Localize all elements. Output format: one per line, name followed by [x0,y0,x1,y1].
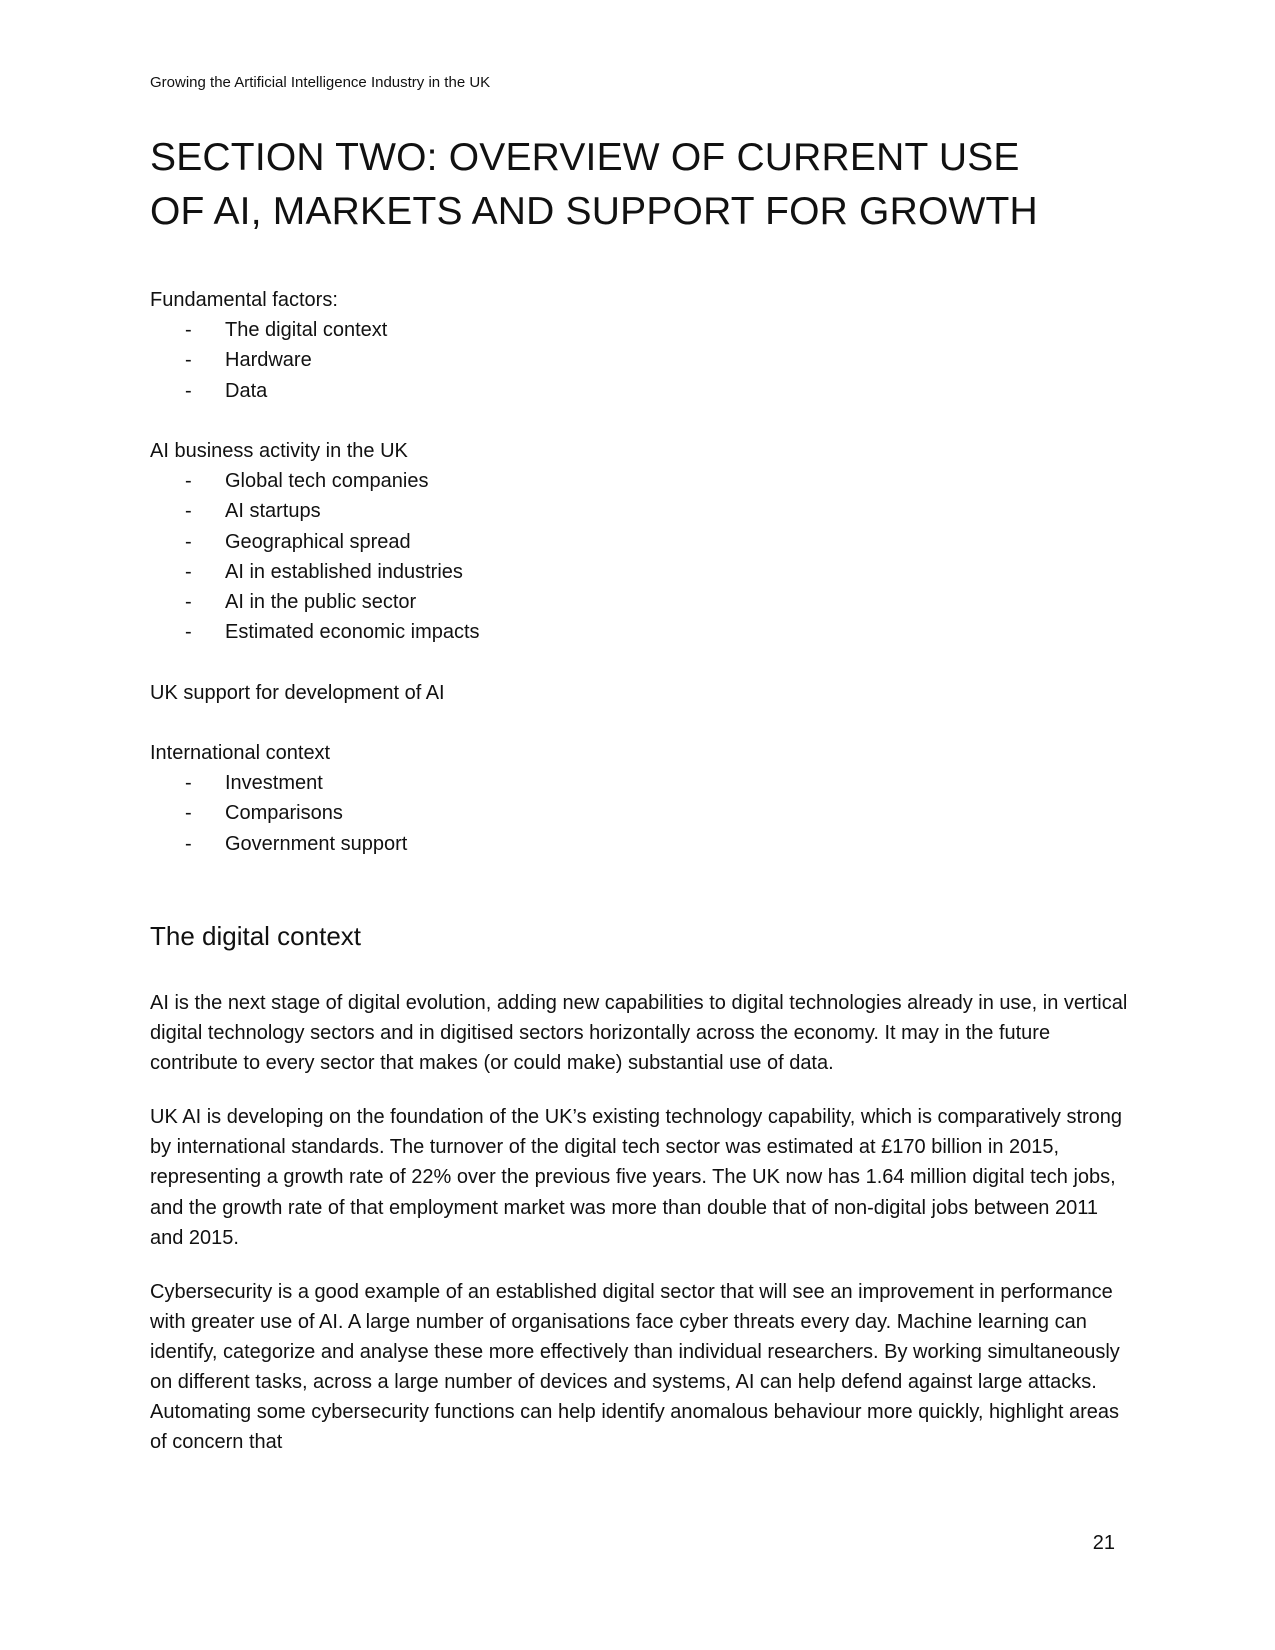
outline-group-title: AI business activity in the UK [150,440,408,462]
dash-bullet-icon: - [185,560,192,583]
outline-group-title: Fundamental factors: [150,289,338,311]
body-paragraph: AI is the next stage of digital evolution, adding new capabilities to digital technologies already in use, in vertical digital technology sectors and in digitised sectors horizontally across the economy. It may in the future contribute to every sector that makes (or could make) substantial use of data. [150,992,1128,1075]
section-title [150,131,1150,239]
page-number: 21 [1092,1532,1115,1554]
outline-item: - Estimated economic impacts [150,617,1100,647]
section-outline [150,285,1100,889]
subsection-heading: The digital context [150,921,362,951]
dash-bullet-icon: - [185,530,192,553]
dash-bullet-icon: - [185,470,192,493]
dash-bullet-icon: - [185,591,192,614]
dash-bullet-icon: - [185,500,192,523]
outline-item: - Hardware [150,345,1100,375]
outline-group-uk-support [150,678,1100,708]
section-title-line-1: SECTION TWO: OVERVIEW OF CURRENT USE [150,136,1020,179]
outline-sub-list [150,466,1100,647]
outline-sub-list [150,315,1100,406]
outline-sub-list [150,768,1100,859]
running-header: Growing the Artificial Intelligence Industry in the UK [150,74,491,91]
dash-bullet-icon: - [185,379,192,402]
digital-context-body [150,988,1135,1481]
outline-group-ai-business-activity [150,436,1100,647]
dash-bullet-icon: - [185,802,192,825]
dash-bullet-icon: - [185,319,192,342]
outline-group-title: International context [150,742,331,764]
outline-item: - Investment [150,768,1100,798]
dash-bullet-icon: - [185,349,192,372]
section-title-line-2: OF AI, MARKETS AND SUPPORT FOR GROWTH [150,190,1038,233]
outline-item: - Government support [150,829,1100,859]
outline-item: - AI startups [150,496,1100,526]
outline-group-fundamental-factors [150,285,1100,406]
dash-bullet-icon: - [185,832,192,855]
outline-item: - AI in established industries [150,557,1100,587]
outline-item: - Comparisons [150,798,1100,828]
outline-item: - Global tech companies [150,466,1100,496]
body-paragraph: Cybersecurity is a good example of an established digital sector that will see an improvement in performance with greater use of AI. A large number of organisations face cyber threats every day. Machine learning can identify, categorize and analyse these more effectively than individual researchers. By working simultaneously on different tasks, across a large number of devices and systems, AI can help defend against large attacks. Automating some cybersecurity functions can help identify anomalous behaviour more quickly, highlight areas of concern that [150,1280,1120,1454]
outline-item: - The digital context [150,315,1100,345]
outline-item: - AI in the public sector [150,587,1100,617]
outline-group-title: UK support for development of AI [150,681,445,704]
body-paragraph: UK AI is developing on the foundation of the UK’s existing technology capability, which is comparatively strong by international standards. The turnover of the digital tech sector was estimated at £170 billion in 2015, representing a growth rate of 22% over the previous five years. The UK now has 1.64 million digital tech jobs, and the growth rate of that employment market was more than double that of non-digital jobs between 2011 and 2015. [150,1106,1123,1249]
outline-item: - Geographical spread [150,527,1100,557]
dash-bullet-icon: - [185,772,192,795]
outline-group-international-context [150,738,1100,859]
dash-bullet-icon: - [185,621,192,644]
outline-item: - Data [150,376,1100,406]
